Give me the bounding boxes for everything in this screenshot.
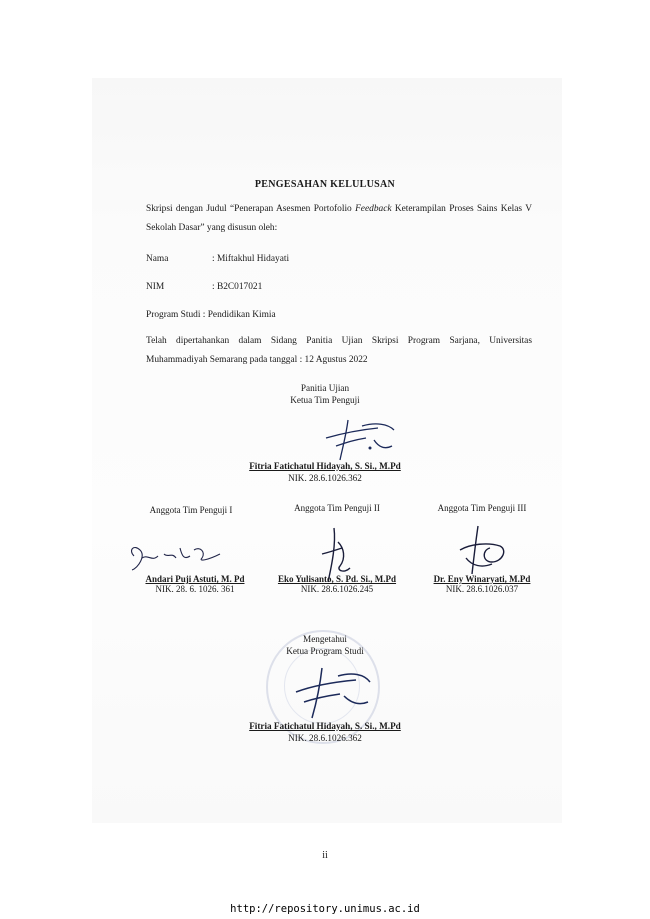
member-3-signatory: [418, 574, 546, 594]
approval-block: [0, 633, 650, 657]
chair-name: Fitria Fatichatul Hidayah, S. Si., M.Pd: [249, 461, 401, 471]
member-2-nik: NIK. 28.6.1026.245: [300, 584, 374, 594]
member-3-nik: NIK. 28.6.1026.037: [445, 584, 519, 594]
approval-name: Fitria Fatichatul Hidayah, S. Si., M.Pd: [249, 721, 401, 731]
intro-paragraph: [146, 200, 532, 238]
nim-value: : B2C017021: [212, 282, 263, 292]
member-1-signatory: [130, 574, 260, 594]
member-2-label: Anggota Tim Penguji II: [294, 503, 380, 513]
document-title: PENGESAHAN KELULUSAN: [254, 179, 396, 190]
university-seal-inner: [284, 648, 360, 724]
field-nama: [146, 254, 289, 264]
member-3-label: Anggota Tim Penguji III: [437, 503, 527, 513]
chair-heading: Panitia Ujian: [300, 383, 350, 393]
member-2-label-block: [272, 503, 402, 513]
nama-value: : Miftakhul Hidayati: [212, 254, 290, 264]
repository-url[interactable]: http://repository.unimus.ac.id: [230, 903, 420, 915]
intro-text-start: Skripsi dengan Judul “Penerapan Asesmen Portofolio: [146, 204, 356, 214]
chair-block: [0, 382, 650, 406]
intro-text-end: Keterampilan Proses Sains Kelas V Sekolah Dasar” yang disusun oleh:: [146, 204, 532, 233]
nama-label: Nama: [146, 254, 169, 264]
member-1-name: Andari Puji Astuti, M. Pd: [145, 574, 245, 584]
member-3-label-block: [420, 503, 544, 513]
intro-text-italic: Feedback: [355, 204, 392, 214]
member-2-signatory: [266, 574, 408, 594]
chair-role: Ketua Tim Penguji: [290, 395, 360, 405]
member-2-name: Eko Yulisanto, S. Pd. Si., M.Pd: [277, 574, 397, 584]
approval-role: Ketua Program Studi: [286, 646, 364, 656]
chair-nik: NIK. 28.6.1026.362: [288, 473, 362, 483]
field-nim: [146, 282, 262, 292]
field-prodi: Program Studi : Pendidikan Kimia: [146, 310, 276, 320]
approval-signatory: [0, 720, 650, 744]
approval-heading: Mengetahui: [303, 634, 347, 644]
member-3-name: Dr. Eny Winaryati, M.Pd: [433, 574, 531, 584]
nim-label: NIM: [146, 282, 165, 292]
member-1-nik: NIK. 28. 6. 1026. 361: [155, 584, 235, 594]
defended-paragraph: Telah dipertahankan dalam Sidang Panitia Ujian Skripsi Program Sarjana, Universitas Muhammadiyah Semarang pada tanggal : 12 Agustus 2022: [146, 336, 532, 365]
page-number: ii: [322, 850, 328, 861]
member-1-label-block: [128, 505, 254, 515]
chair-signatory: [0, 460, 650, 484]
approval-nik: NIK. 28.6.1026.362: [288, 733, 362, 743]
member-1-label: Anggota Tim Penguji I: [149, 505, 233, 515]
